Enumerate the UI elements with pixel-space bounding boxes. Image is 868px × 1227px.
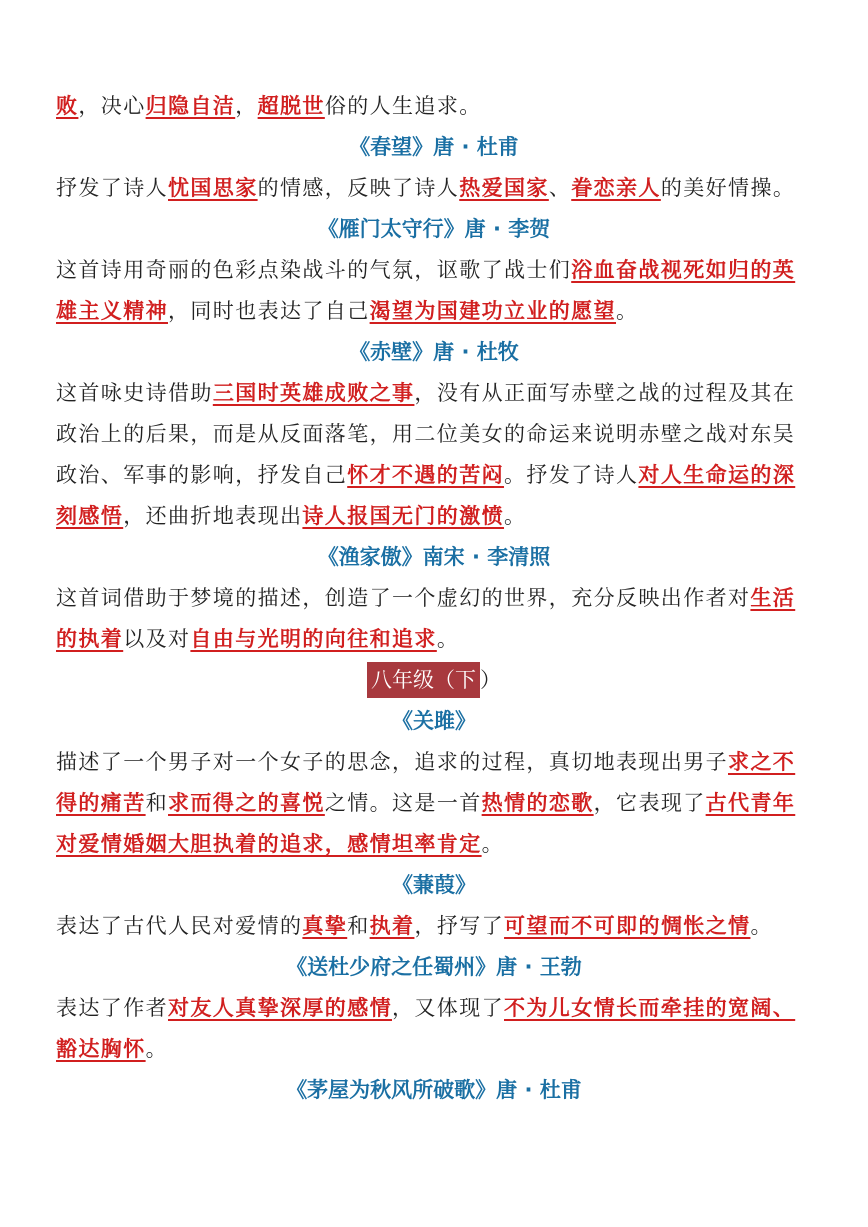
paragraph: 表达了古代人民对爱情的真挚和执着，抒写了可望而不可即的惆怅之情。 — [56, 914, 773, 938]
paragraph: 这首咏史诗借助三国时英雄成败之事，没有从正面写赤壁之战的过程及其在政治上的后果，而是从反面落笔，用二位美女的命运来说明赤壁之战对东吴政治、军事的影响，抒发自己怀才不遇的苦闷。抒发了诗人对人生命运的深刻感悟，还曲折地表现出诗人报国无门的激愤。 — [56, 381, 796, 528]
highlight: 求而得之的喜悦 — [168, 791, 325, 815]
grade-section-label: 八年级（下 — [367, 662, 480, 698]
highlight: 三国时英雄成败之事 — [212, 381, 415, 405]
paragraph: 表达了作者对友人真挚深厚的感情，又体现了不为儿女情长而牵挂的宽阔、豁达胸怀。 — [56, 996, 796, 1061]
highlight: 热情的恋歌 — [481, 791, 594, 815]
poem-title: 《春望》唐 · 杜甫 — [349, 135, 519, 159]
poem-title: 《送杜少府之任蜀州》唐 · 王勃 — [286, 955, 582, 979]
highlight: 超脱世 — [257, 94, 325, 118]
highlight: 不为儿女情长而牵挂的宽阔、豁达胸怀 — [56, 996, 796, 1061]
poem-title: 《茅屋为秋风所破歌》唐 · 杜甫 — [286, 1078, 582, 1102]
highlight: 怀才不遇的苦闷 — [347, 463, 505, 487]
highlight: 求之不得的痛苦 — [56, 750, 796, 815]
poem-title: 《蒹葭》 — [392, 873, 476, 897]
paragraph: 抒发了诗人忧国思家的情感，反映了诗人热爱国家、眷恋亲人的美好情操。 — [56, 176, 796, 200]
highlight: 对人生命运的深刻感悟 — [56, 463, 796, 528]
highlight: 可望而不可即的惆怅之情 — [504, 914, 751, 938]
highlight: 生活的执着 — [56, 586, 796, 651]
poem-title: 《渔家傲》南宋 · 李清照 — [317, 545, 551, 569]
poem-title: 《关雎》 — [392, 709, 476, 733]
highlight: 诗人报国无门的激愤 — [302, 504, 505, 528]
highlight: 古代青年对爱情婚姻大胆执着的追求，感情坦率肯定 — [56, 791, 796, 856]
highlight: 渴望为国建功立业的愿望 — [369, 299, 617, 323]
paragraph: 这首词借助于梦境的描述，创造了一个虚幻的世界，充分反映出作者对生活的执着以及对自由与光明的向往和追求。 — [56, 586, 796, 651]
highlight: 浴血奋战视死如归的英雄主义精神 — [56, 258, 796, 323]
highlight: 对友人真挚深厚的感情 — [168, 996, 392, 1020]
poem-title: 《赤壁》唐 · 杜牧 — [349, 340, 519, 364]
highlight: 眷恋亲人 — [571, 176, 661, 200]
grade-section-banner: 八年级（下 ） — [56, 660, 812, 701]
highlight: 真挚 — [302, 914, 348, 938]
paragraph: 败，决心归隐自洁，超脱世俗的人生追求。 — [56, 94, 482, 118]
paragraph: 描述了一个男子对一个女子的思念，追求的过程，真切地表现出男子求之不得的痛苦和求而得之的喜悦之情。这是一首热情的恋歌，它表现了古代青年对爱情婚姻大胆执着的追求，感情坦率肯定。 — [56, 750, 796, 856]
highlight: 执着 — [369, 914, 415, 938]
highlight: 忧国思家 — [168, 176, 258, 200]
poem-title: 《雁门太守行》唐 · 李贺 — [317, 217, 551, 241]
highlight: 败 — [56, 94, 79, 118]
highlight: 自由与光明的向往和追求 — [190, 627, 437, 651]
highlight: 热爱国家 — [459, 176, 549, 200]
paragraph: 这首诗用奇丽的色彩点染战斗的气氛，讴歌了战士们浴血奋战视死如归的英雄主义精神，同时也表达了自己渴望为国建功立业的愿望。 — [56, 258, 796, 323]
highlight: 归隐自洁 — [145, 94, 236, 118]
